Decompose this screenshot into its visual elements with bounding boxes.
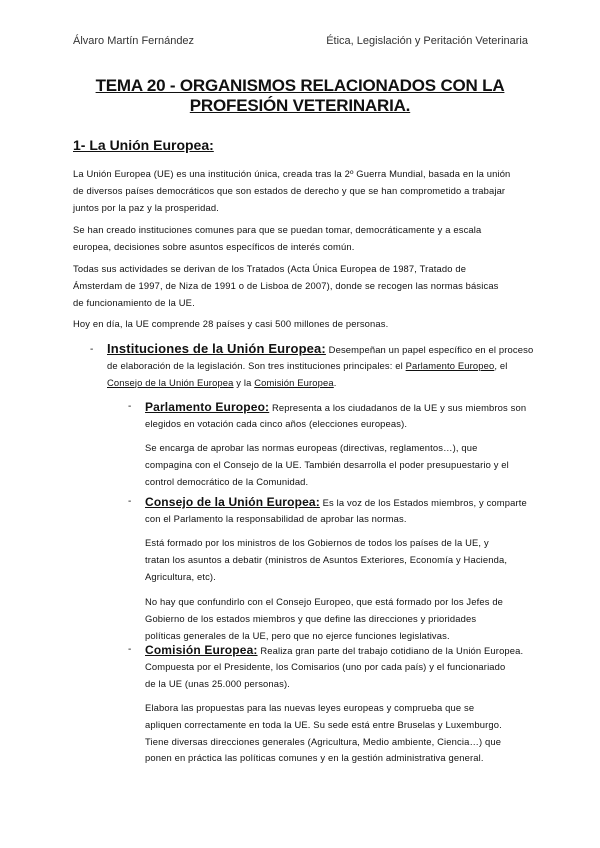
bullet-comision: [145, 642, 523, 692]
paragraph-institutions: [73, 222, 481, 256]
text-segment: de la UE (unas 25.000 personas).: [145, 677, 290, 689]
text-segment: Hoy en día, la UE comprende 28 países y casi 500 millones de personas.: [73, 318, 389, 329]
text-segment: control democrático de la Comunidad.: [145, 475, 309, 487]
text-segment: Ámsterdam de 1997, de Niza de 1991 o de Lisboa de 2007), donde se recogen las normas básicas: [73, 279, 499, 291]
bullet-dash: -: [128, 644, 132, 655]
text-line: [145, 734, 502, 751]
text-segment: tratan los asuntos a debatir (ministros de Asuntos Exteriores, Economía y Hacienda,: [145, 553, 508, 565]
text-segment: compagina con el Consejo de la UE. También desarrolla el poder presupuestario y el: [145, 458, 509, 470]
text-segment: , el: [494, 359, 508, 371]
bullet-dash: -: [128, 401, 132, 412]
page-title-line-1: TEMA 20 - ORGANISMOS RELACIONADOS CON LA: [95, 76, 505, 95]
text-line: [145, 676, 523, 693]
emphasized-text: Consejo de la Unión Europea:: [145, 495, 320, 509]
text-line: [145, 594, 503, 611]
text-line: [73, 278, 499, 295]
bullet-dash: -: [128, 496, 132, 507]
text-segment: Está formado por los ministros de los Gobiernos de todos los países de la UE, y: [145, 537, 489, 548]
text-segment: de elaboración de la legislación. Son tres instituciones principales: el: [107, 359, 406, 371]
text-line: [73, 183, 510, 200]
text-segment: Se han creado instituciones comunes para que se puedan tomar, democráticamente y a escala: [73, 224, 482, 235]
bullet-dash: -: [90, 344, 94, 355]
bullet-instituciones: [107, 341, 533, 391]
text-line: [145, 659, 523, 676]
text-segment: Todas sus actividades se derivan de los Tratados (Acta Única Europea de 1987, Tratado de: [73, 263, 467, 274]
text-line: [73, 261, 499, 278]
text-segment: La Unión Europea (UE) es una institución única, creada tras la 2º Guerra Mundial, basada en la unión: [73, 168, 511, 179]
page-title-line-2: PROFESIÓN VETERINARIA.: [189, 96, 411, 115]
text-line: [73, 295, 499, 312]
text-line: [73, 166, 510, 183]
paragraph-consejo-1: [145, 535, 507, 585]
text-line: [145, 535, 507, 552]
bullet-consejo: [145, 494, 527, 528]
text-line: [145, 552, 507, 569]
text-segment: Desempeñan un papel específico en el proceso: [325, 344, 534, 355]
text-segment: Tiene diversas direcciones generales (Agricultura, Medio ambiente, Ciencia…) que: [145, 735, 502, 747]
emphasized-text: Consejo de la Unión Europea: [107, 376, 234, 388]
text-segment: juntos por la paz y la prosperidad.: [73, 201, 219, 213]
text-line: [73, 239, 481, 256]
emphasized-text: Comisión Europea:: [145, 643, 258, 657]
paragraph-treaties: [73, 261, 499, 311]
emphasized-text: Parlamento Europeo:: [145, 400, 270, 414]
text-segment: y la: [233, 376, 255, 388]
text-segment: .: [333, 376, 337, 388]
bullet-parlamento: [145, 399, 526, 433]
paragraph-intro: [73, 166, 510, 216]
text-segment: Elabora las propuestas para las nuevas leyes europeas y comprueba que se: [145, 702, 475, 713]
emphasized-text: Instituciones de la Unión Europea:: [107, 341, 326, 356]
text-segment: Gobierno de los estados miembros y que define las direcciones y prioridades: [145, 612, 477, 624]
text-line: [145, 399, 526, 416]
text-segment: europea, decisiones sobre asuntos específicos de interés común.: [73, 240, 355, 252]
emphasized-text: Comisión Europea: [254, 376, 334, 388]
emphasized-text: Parlamento Europeo: [405, 359, 495, 371]
text-segment: apliquen correctamente en toda la UE. Su sede está entre Bruselas y Luxemburgo.: [145, 718, 502, 730]
text-line: [145, 416, 526, 433]
text-line: [107, 341, 533, 358]
text-line: [145, 440, 509, 457]
paragraph-population: [73, 316, 388, 333]
text-line: [145, 511, 527, 528]
text-segment: con el Parlamento la responsabilidad de aprobar las normas.: [145, 512, 407, 524]
text-segment: elegidos en votación cada cinco años (elecciones europeas).: [145, 417, 408, 429]
text-segment: Se encarga de aprobar las normas europeas (directivas, reglamentos…), que: [145, 442, 478, 453]
text-line: [107, 375, 533, 392]
text-segment: de funcionamiento de la UE.: [73, 296, 195, 308]
text-line: [73, 316, 388, 333]
text-line: [145, 750, 502, 767]
text-line: [145, 611, 503, 628]
header-subject: Ética, Legislación y Peritación Veterinaria: [326, 35, 528, 47]
text-segment: de diversos países democráticos que son estados de derecho y que se han comprometido a trabajar: [73, 184, 506, 196]
section-heading: 1- La Unión Europea:: [73, 137, 214, 153]
text-segment: Compuesta por el Presidente, los Comisarios (uno por cada país) y el funcionariado: [145, 660, 506, 672]
text-line: [145, 494, 527, 511]
text-line: [145, 457, 509, 474]
text-line: [145, 474, 509, 491]
text-segment: Representa a los ciudadanos de la UE y sus miembros son: [269, 402, 527, 413]
text-line: [145, 642, 523, 659]
paragraph-parlamento: [145, 440, 509, 490]
text-segment: políticas generales de la UE, pero que no ejerce funciones legislativas.: [145, 629, 450, 641]
text-line: [107, 358, 533, 375]
text-line: [145, 717, 502, 734]
text-segment: Es la voz de los Estados miembros, y comparte: [319, 497, 527, 508]
paragraph-consejo-2: [145, 594, 503, 644]
paragraph-comision: [145, 700, 502, 767]
text-line: [145, 569, 507, 586]
text-line: [73, 222, 481, 239]
text-segment: ponen en práctica las políticas comunes y en la gestión administrativa general.: [145, 752, 484, 764]
text-segment: Realiza gran parte del trabajo cotidiano de la Unión Europea.: [257, 645, 524, 656]
text-segment: No hay que confundirlo con el Consejo Europeo, que está formado por los Jefes de: [145, 596, 504, 607]
text-segment: Agricultura, etc).: [145, 570, 216, 582]
text-line: [145, 700, 502, 717]
text-line: [73, 200, 510, 217]
header-author: Álvaro Martín Fernández: [73, 35, 195, 47]
